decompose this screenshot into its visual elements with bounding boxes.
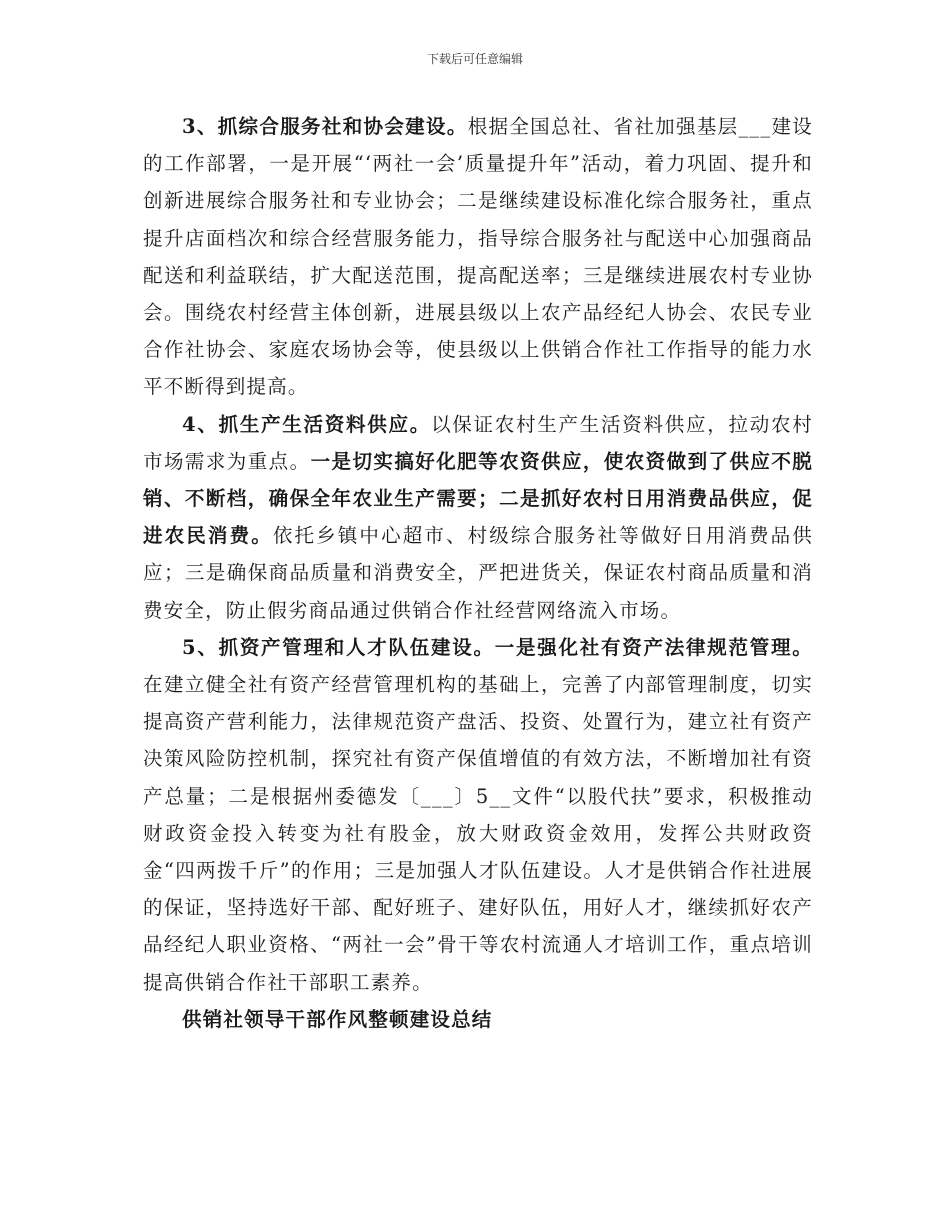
document-body — [143, 108, 813, 1038]
paragraph-5-bold-text: 一是强化社有资产法律规范管理。 — [494, 635, 813, 659]
paragraph-3-body: 根据全国总社、省社加强基层___建设的工作部署，一是开展“‘两社一会’质量提升年”活动，着力巩固、提升和创新进展综合服务社和专业协会；二是继续建设标准化综合服务社，重点提升店面档次和综合经营服务能力，指导综合服务社与配送中心加强商品配送和利益联结，扩大配送范围，提高配送率；三是继续进展农村专业协会。围绕农村经营主体创新，进展县级以上农产品经纪人协会、农民专业合作社协会、家庭农场协会等，使县级以上供销合作社工作指导的能力水平不断得到提高。 — [143, 115, 813, 399]
paragraph-5-heading: 5、抓资产管理和人才队伍建设。 — [182, 635, 495, 659]
paragraph-4 — [143, 406, 813, 629]
section-title: 供销社领导干部作风整顿建设总结 — [182, 1007, 493, 1031]
paragraph-5 — [143, 629, 813, 1001]
paragraph-4-bold-text: 一是切实搞好化肥等农资供应，使农资做到了供应不脱销、不断档，确保全年农业生产需要；二是抓好农村日用消费品供应，促进农民消费。 — [143, 449, 813, 548]
paragraph-4-body-1: 以保证农村生产生活资料供应，拉动农村市场需求为重点。 — [143, 412, 813, 473]
paragraph-4-heading: 4、抓生产生活资料供应。 — [182, 412, 432, 436]
paragraph-4-body-2: 依托乡镇中心超市、村级综合服务社等做好日用消费品供应；三是确保商品质量和消费安全，严把进货关，保证农村商品质量和消费安全，防止假劣商品通过供销合作社经营网络流入市场。 — [143, 524, 813, 622]
paragraph-3 — [143, 108, 813, 406]
paragraph-3-heading: 3、抓综合服务社和协会建设。 — [182, 115, 468, 138]
page-header: 下载后可任意编辑 — [426, 52, 523, 66]
paragraph-5-body: 在建立健全社有资产经营管理机构的基础上，完善了内部管理制度，切实提高资产营利能力，法律规范资产盘活、投资、处置行为，建立社有资产决策风险防控机制，探究社有资产保值增值的有效方法，不断增加社有资产总量；二是根据州委德发〔___〕5__文件“以股代扶”要求，积极推动财政资金投入转变为社有股金，放大财政资金效用，发挥公共财政资金“四两拨千斤”的作用；三是加强人才队伍建设。人才是供销合作社进展的保证，坚持选好干部、配好班子、建好队伍，用好人才，继续抓好农产品经纪人职业资格、“两社一会”骨干等农村流通人才培训工作，重点培训提高供销合作社干部职工素养。 — [143, 673, 813, 994]
